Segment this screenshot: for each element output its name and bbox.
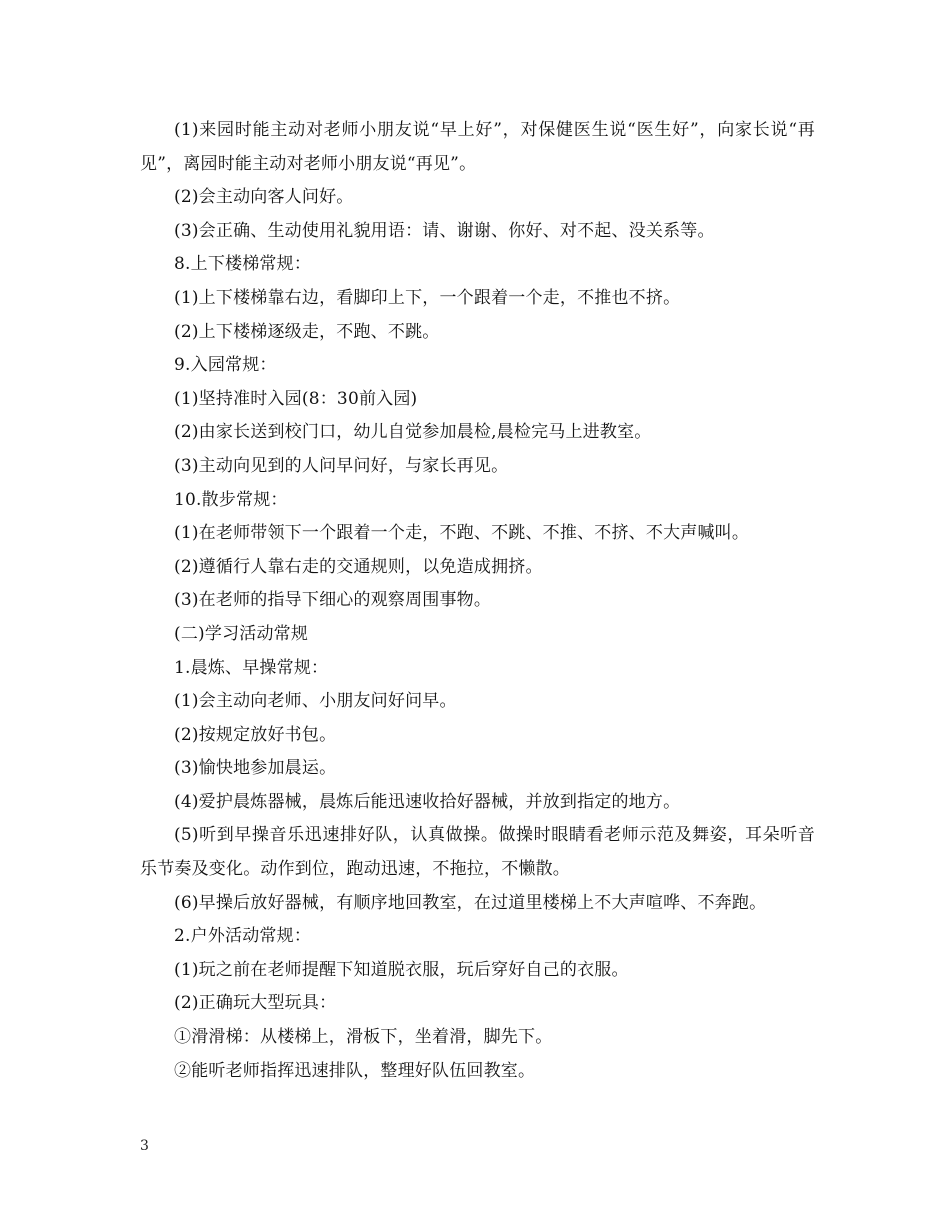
section-heading: 1.晨炼、早操常规： (174, 657, 329, 678)
section-heading: 8.上下楼梯常规： (174, 254, 312, 275)
paragraph: (1)会主动向老师、小朋友问好问早。 (174, 691, 457, 712)
paragraph: (1)来园时能主动对老师小朋友说“早上好”，对保健医生说“医生好”，向家长说“再见”，离园时能主动对老师小朋友说“再见”。 (140, 120, 815, 174)
section-heading: (二)学习活动常规 (174, 623, 309, 644)
section-heading: 9.入园常规： (174, 355, 277, 376)
paragraph: (1)玩之前在老师提醒下知道脱衣服，玩后穿好自己的衣服。 (174, 959, 629, 980)
paragraph: (2)由家长送到校门口，幼儿自觉参加晨检,晨检完马上进教室。 (174, 422, 652, 443)
paragraph: (2)会主动向客人问好。 (174, 187, 354, 208)
page-number: 3 (140, 1138, 149, 1154)
paragraph: (1)上下楼梯靠右边，看脚印上下，一个跟着一个走，不推也不挤。 (174, 287, 681, 308)
paragraph: (2)上下楼梯逐级走，不跑、不跳。 (174, 321, 440, 342)
section-heading: 2.户外活动常规： (174, 926, 312, 947)
paragraph: (2)按规定放好书包。 (174, 724, 337, 745)
paragraph: ②能听老师指挥迅速排队，整理好队伍回教室。 (174, 1060, 536, 1081)
paragraph: (3)在老师的指导下细心的观察周围事物。 (174, 590, 492, 611)
paragraph: (6)早操后放好器械，有顺序地回教室，在过道里楼梯上不大声喧哗、不奔跑。 (174, 892, 767, 913)
paragraph: (1)坚持准时入园(8：30前入园) (174, 388, 418, 409)
section-heading: 10.散步常规： (174, 489, 288, 510)
document-body (140, 114, 815, 1088)
paragraph: (5)听到早操音乐迅速排好队，认真做操。做操时眼睛看老师示范及舞姿，耳朵听音乐节奏及变化。动作到位，跑动迅速，不拖拉，不懒散。 (140, 825, 815, 880)
paragraph: (3)愉快地参加晨运。 (174, 758, 337, 779)
paragraph: (2)遵循行人靠右走的交通规则，以免造成拥挤。 (174, 556, 543, 577)
paragraph: ①滑滑梯：从楼梯上，滑板下，坐着滑，脚先下。 (174, 1027, 553, 1048)
paragraph: (4)爱护晨炼器械，晨炼后能迅速收拾好器械，并放到指定的地方。 (174, 791, 681, 812)
paragraph: (1)在老师带领下一个跟着一个走，不跑、不跳、不推、不挤、不大声喊叫。 (174, 523, 750, 544)
paragraph: (3)会正确、生动使用礼貌用语：请、谢谢、你好、对不起、没关系等。 (174, 220, 715, 241)
paragraph: (3)主动向见到的人问早问好，与家长再见。 (174, 455, 509, 476)
paragraph: (2)正确玩大型玩具： (174, 993, 337, 1014)
